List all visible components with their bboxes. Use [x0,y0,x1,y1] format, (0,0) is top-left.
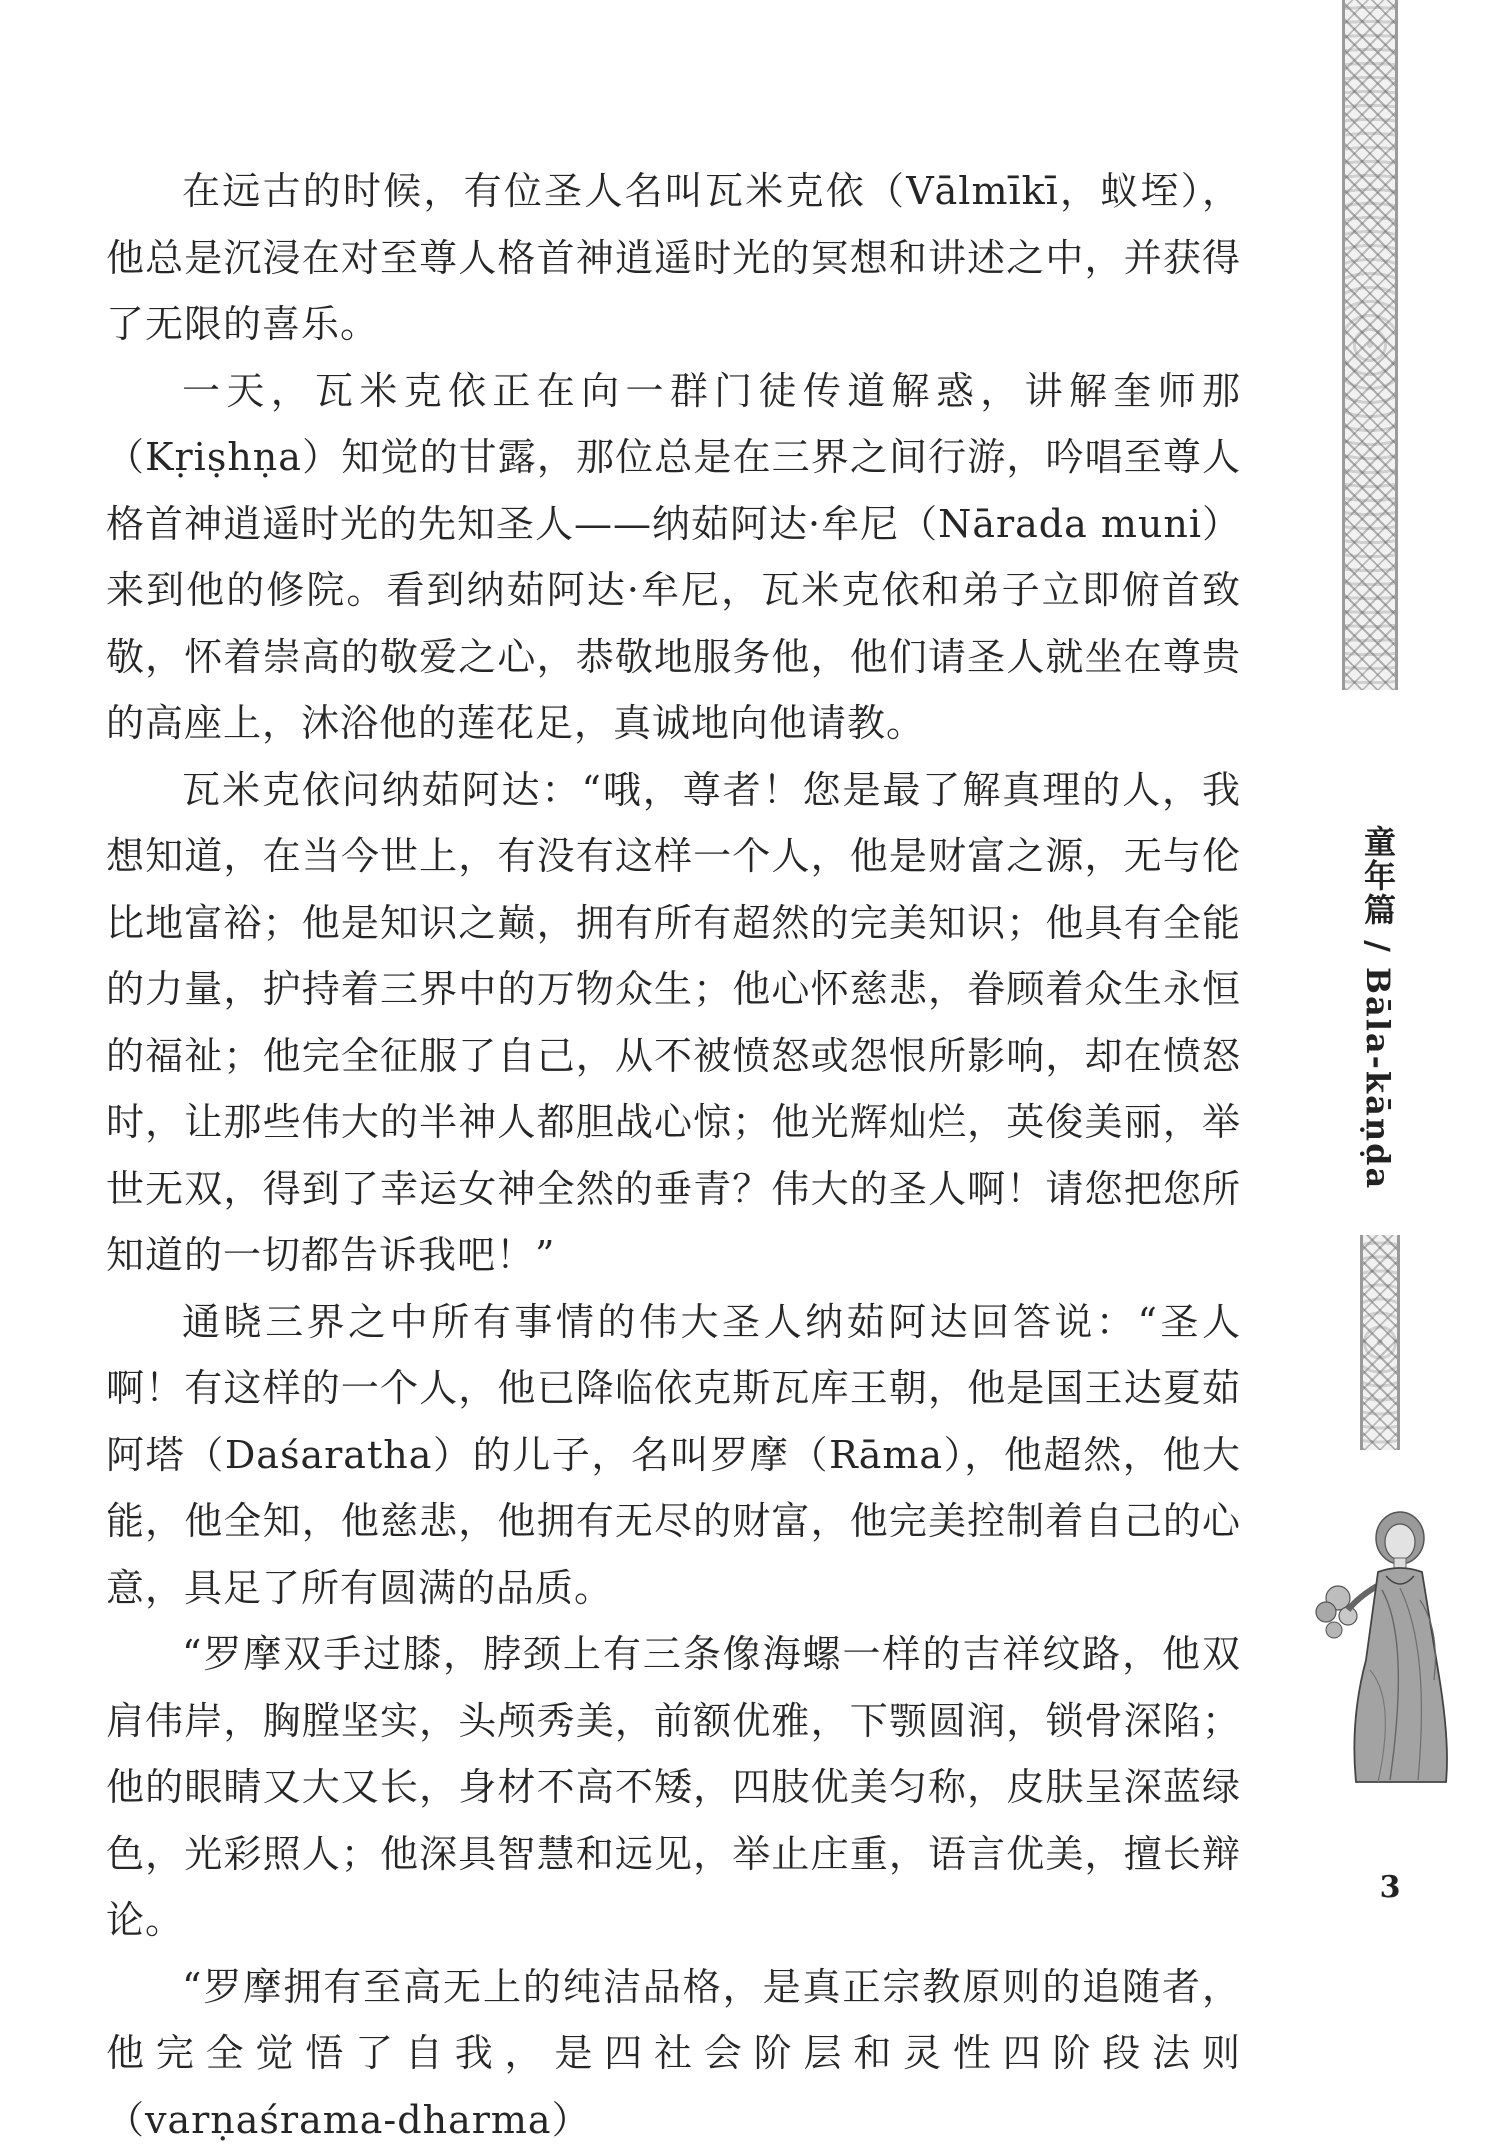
page-number: 3 [1370,1870,1410,1905]
paragraph: “罗摩双手过膝，脖颈上有三条像海螺一样的吉祥纹路，他双肩伟岸，胸膛坚实，头颅秀美，前额优雅，下颚圆润，锁骨深陷；他的眼睛又大又长，身材不高不矮，四肢优美匀称，皮肤呈深蓝绿色，光彩照人；他深具智慧和远见，举止庄重，语言优美，擅长辩论。 [106,1621,1241,1954]
paragraph: 通晓三界之中所有事情的伟大圣人纳茹阿达回答说：“圣人啊！有这样的一个人，他已降临依克斯瓦库王朝，他是国王达夏茹阿塔（Daśaratha）的儿子，名叫罗摩（Rāma），他超然，他大能，他全知，他慈悲，他拥有无尽的财富，他完美控制着自己的心意，具足了所有圆满的品质。 [106,1289,1241,1622]
decorative-border-top [1342,0,1398,690]
paragraph: 在远古的时候，有位圣人名叫瓦米克依（Vālmīkī，蚁垤），他总是沉浸在对至尊人格首神逍遥时光的冥想和讲述之中，并获得了无限的喜乐。 [106,158,1241,358]
body-text [106,158,1241,2153]
running-head: 童年篇 / Bāla-kāṇḍa [1355,825,1401,1190]
paragraph: 瓦米克依问纳茹阿达：“哦，尊者！您是最了解真理的人，我想知道，在当今世上，有没有这样一个人，他是财富之源，无与伦比地富裕；他是知识之巅，拥有所有超然的完美知识；他具有全能的力量，护持着三界中的万物众生；他心怀慈悲，眷顾着众生永恒的福祉；他完全征服了自己，从不被愤怒或怨恨所影响，却在愤怒时，让那些伟大的半神人都胆战心惊；他光辉灿烂，英俊美丽，举世无双，得到了幸运女神全然的垂青？伟大的圣人啊！请您把您所知道的一切都告诉我吧！” [106,757,1241,1289]
paragraph: 一天，瓦米克依正在向一群门徒传道解惑，讲解奎师那（Kṛiṣhṇa）知觉的甘露，那位总是在三界之间行游，吟唱至尊人格首神逍遥时光的先知圣人——纳茹阿达·牟尼（Nārada muni）来到他的修院。看到纳茹阿达·牟尼，瓦米克依和弟子立即俯首致敬，怀着崇高的敬爱之心，恭敬地服务他，他们请圣人就坐在尊贵的高座上，沐浴他的莲花足，真诚地向他请教。 [106,358,1241,757]
paragraph: “罗摩拥有至高无上的纯洁品格，是真正宗教原则的追随者，他完全觉悟了自我，是四社会阶层和灵性四阶段法则（varṇaśrama-dharma） [106,1954,1241,2153]
decorative-border-bottom [1360,1235,1400,1450]
woman-figure-illustration [1300,1500,1480,1790]
